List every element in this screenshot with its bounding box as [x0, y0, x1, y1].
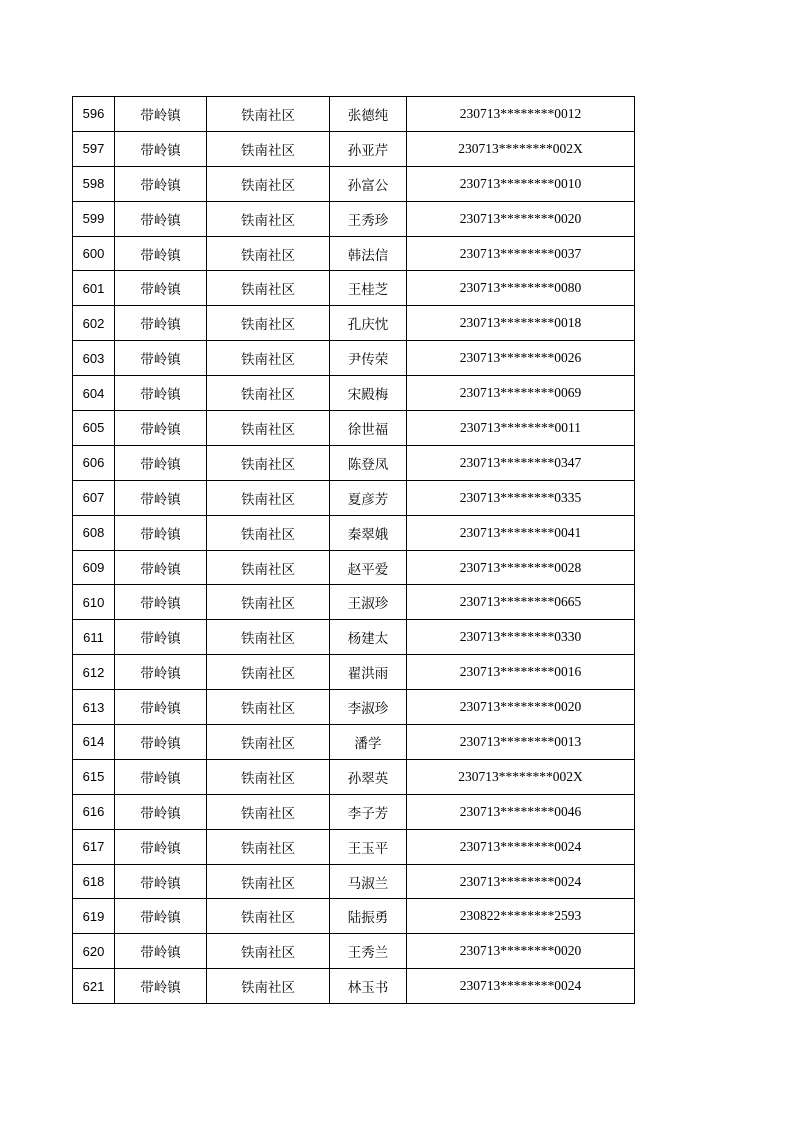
- row-number: 606: [73, 445, 115, 480]
- community-cell: 铁南社区: [207, 829, 330, 864]
- community-cell: 铁南社区: [207, 445, 330, 480]
- table-row: [73, 166, 635, 201]
- id-number-cell: 230713********0011: [407, 411, 635, 446]
- town-cell: 带岭镇: [115, 201, 207, 236]
- town-cell: 带岭镇: [115, 794, 207, 829]
- community-cell: 铁南社区: [207, 306, 330, 341]
- town-cell: 带岭镇: [115, 725, 207, 760]
- row-number: 599: [73, 201, 115, 236]
- table-row: [73, 969, 635, 1004]
- table-row: [73, 131, 635, 166]
- community-cell: 铁南社区: [207, 794, 330, 829]
- town-cell: 带岭镇: [115, 829, 207, 864]
- town-cell: 带岭镇: [115, 690, 207, 725]
- id-number-cell: 230713********0010: [407, 166, 635, 201]
- row-number: 616: [73, 794, 115, 829]
- id-number-cell: 230713********0028: [407, 550, 635, 585]
- id-number-cell: 230713********002X: [407, 759, 635, 794]
- table-row: [73, 306, 635, 341]
- table-row: [73, 411, 635, 446]
- table-row: [73, 97, 635, 132]
- community-cell: 铁南社区: [207, 97, 330, 132]
- person-name-cell: 陆振勇: [330, 899, 407, 934]
- person-name-cell: 宋殿梅: [330, 376, 407, 411]
- row-number: 603: [73, 341, 115, 376]
- town-cell: 带岭镇: [115, 166, 207, 201]
- row-number: 610: [73, 585, 115, 620]
- id-number-cell: 230713********0037: [407, 236, 635, 271]
- id-number-cell: 230713********0024: [407, 969, 635, 1004]
- person-name-cell: 马淑兰: [330, 864, 407, 899]
- id-number-cell: 230713********0020: [407, 934, 635, 969]
- person-name-cell: 孔庆忱: [330, 306, 407, 341]
- person-name-cell: 王秀兰: [330, 934, 407, 969]
- roster-body: [73, 97, 635, 1004]
- id-number-cell: 230713********0046: [407, 794, 635, 829]
- table-row: [73, 585, 635, 620]
- row-number: 614: [73, 725, 115, 760]
- table-row: [73, 271, 635, 306]
- table-row: [73, 829, 635, 864]
- table-row: [73, 934, 635, 969]
- person-name-cell: 王淑珍: [330, 585, 407, 620]
- community-cell: 铁南社区: [207, 690, 330, 725]
- community-cell: 铁南社区: [207, 131, 330, 166]
- community-cell: 铁南社区: [207, 201, 330, 236]
- person-name-cell: 孙翠英: [330, 759, 407, 794]
- town-cell: 带岭镇: [115, 655, 207, 690]
- row-number: 598: [73, 166, 115, 201]
- community-cell: 铁南社区: [207, 411, 330, 446]
- person-name-cell: 孙亚芹: [330, 131, 407, 166]
- person-name-cell: 李子芳: [330, 794, 407, 829]
- community-cell: 铁南社区: [207, 725, 330, 760]
- row-number: 618: [73, 864, 115, 899]
- person-name-cell: 李淑珍: [330, 690, 407, 725]
- person-name-cell: 陈登凤: [330, 445, 407, 480]
- community-cell: 铁南社区: [207, 341, 330, 376]
- person-name-cell: 韩法信: [330, 236, 407, 271]
- town-cell: 带岭镇: [115, 550, 207, 585]
- town-cell: 带岭镇: [115, 306, 207, 341]
- table-row: [73, 620, 635, 655]
- community-cell: 铁南社区: [207, 759, 330, 794]
- id-number-cell: 230713********0347: [407, 445, 635, 480]
- id-number-cell: 230713********0012: [407, 97, 635, 132]
- table-row: [73, 376, 635, 411]
- id-number-cell: 230713********0020: [407, 201, 635, 236]
- town-cell: 带岭镇: [115, 585, 207, 620]
- table-row: [73, 899, 635, 934]
- community-cell: 铁南社区: [207, 236, 330, 271]
- id-number-cell: 230713********0665: [407, 585, 635, 620]
- community-cell: 铁南社区: [207, 376, 330, 411]
- id-number-cell: 230713********0016: [407, 655, 635, 690]
- table-row: [73, 480, 635, 515]
- id-number-cell: 230713********0026: [407, 341, 635, 376]
- town-cell: 带岭镇: [115, 445, 207, 480]
- community-cell: 铁南社区: [207, 969, 330, 1004]
- id-number-cell: 230713********002X: [407, 131, 635, 166]
- row-number: 602: [73, 306, 115, 341]
- id-number-cell: 230713********0069: [407, 376, 635, 411]
- town-cell: 带岭镇: [115, 236, 207, 271]
- table-row: [73, 725, 635, 760]
- community-cell: 铁南社区: [207, 864, 330, 899]
- table-row: [73, 550, 635, 585]
- community-cell: 铁南社区: [207, 515, 330, 550]
- row-number: 604: [73, 376, 115, 411]
- table-row: [73, 236, 635, 271]
- person-name-cell: 夏彦芳: [330, 480, 407, 515]
- town-cell: 带岭镇: [115, 759, 207, 794]
- row-number: 596: [73, 97, 115, 132]
- id-number-cell: 230822********2593: [407, 899, 635, 934]
- table-row: [73, 515, 635, 550]
- person-name-cell: 赵平爱: [330, 550, 407, 585]
- person-name-cell: 林玉书: [330, 969, 407, 1004]
- row-number: 600: [73, 236, 115, 271]
- person-name-cell: 杨建太: [330, 620, 407, 655]
- id-number-cell: 230713********0018: [407, 306, 635, 341]
- table-row: [73, 690, 635, 725]
- row-number: 612: [73, 655, 115, 690]
- person-name-cell: 孙富公: [330, 166, 407, 201]
- table-row: [73, 794, 635, 829]
- person-name-cell: 王玉平: [330, 829, 407, 864]
- table-row: [73, 655, 635, 690]
- id-number-cell: 230713********0041: [407, 515, 635, 550]
- person-name-cell: 秦翠娥: [330, 515, 407, 550]
- community-cell: 铁南社区: [207, 480, 330, 515]
- row-number: 597: [73, 131, 115, 166]
- person-name-cell: 王桂芝: [330, 271, 407, 306]
- table-row: [73, 445, 635, 480]
- town-cell: 带岭镇: [115, 515, 207, 550]
- town-cell: 带岭镇: [115, 341, 207, 376]
- person-name-cell: 王秀珍: [330, 201, 407, 236]
- id-number-cell: 230713********0024: [407, 864, 635, 899]
- row-number: 621: [73, 969, 115, 1004]
- community-cell: 铁南社区: [207, 899, 330, 934]
- id-number-cell: 230713********0330: [407, 620, 635, 655]
- person-name-cell: 翟洪雨: [330, 655, 407, 690]
- town-cell: 带岭镇: [115, 969, 207, 1004]
- row-number: 617: [73, 829, 115, 864]
- person-name-cell: 尹传荣: [330, 341, 407, 376]
- row-number: 619: [73, 899, 115, 934]
- community-cell: 铁南社区: [207, 550, 330, 585]
- table-row: [73, 201, 635, 236]
- community-cell: 铁南社区: [207, 620, 330, 655]
- person-name-cell: 潘学: [330, 725, 407, 760]
- row-number: 615: [73, 759, 115, 794]
- row-number: 601: [73, 271, 115, 306]
- row-number: 613: [73, 690, 115, 725]
- person-name-cell: 徐世福: [330, 411, 407, 446]
- id-number-cell: 230713********0013: [407, 725, 635, 760]
- table-row: [73, 759, 635, 794]
- id-number-cell: 230713********0024: [407, 829, 635, 864]
- town-cell: 带岭镇: [115, 271, 207, 306]
- id-number-cell: 230713********0080: [407, 271, 635, 306]
- community-cell: 铁南社区: [207, 655, 330, 690]
- town-cell: 带岭镇: [115, 411, 207, 446]
- id-number-cell: 230713********0020: [407, 690, 635, 725]
- row-number: 620: [73, 934, 115, 969]
- town-cell: 带岭镇: [115, 131, 207, 166]
- row-number: 608: [73, 515, 115, 550]
- community-cell: 铁南社区: [207, 271, 330, 306]
- town-cell: 带岭镇: [115, 864, 207, 899]
- roster-table: [72, 96, 635, 1004]
- table-row: [73, 341, 635, 376]
- town-cell: 带岭镇: [115, 97, 207, 132]
- town-cell: 带岭镇: [115, 376, 207, 411]
- row-number: 609: [73, 550, 115, 585]
- row-number: 611: [73, 620, 115, 655]
- town-cell: 带岭镇: [115, 480, 207, 515]
- town-cell: 带岭镇: [115, 899, 207, 934]
- row-number: 605: [73, 411, 115, 446]
- row-number: 607: [73, 480, 115, 515]
- town-cell: 带岭镇: [115, 934, 207, 969]
- community-cell: 铁南社区: [207, 166, 330, 201]
- id-number-cell: 230713********0335: [407, 480, 635, 515]
- community-cell: 铁南社区: [207, 585, 330, 620]
- town-cell: 带岭镇: [115, 620, 207, 655]
- table-row: [73, 864, 635, 899]
- community-cell: 铁南社区: [207, 934, 330, 969]
- person-name-cell: 张德纯: [330, 97, 407, 132]
